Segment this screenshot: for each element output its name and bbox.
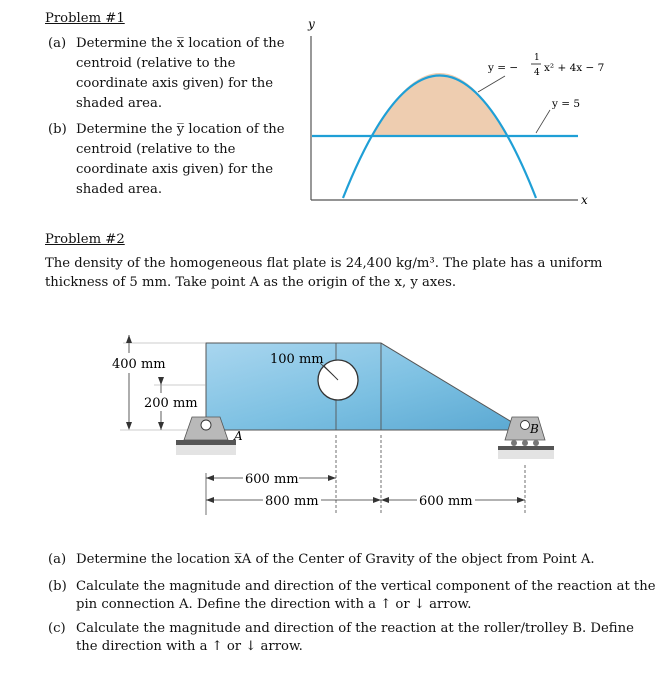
dim-600a-arrow-left [206,475,214,481]
dim-100-label: 100 mm [270,352,324,367]
problem1-part-a-line4: shaded area. [76,96,163,111]
problem1-part-b-line1: Determine the y̅ location of the [76,122,285,137]
problem1-part-a-label: (a) [48,36,67,51]
question-c-line2: the direction with a ↑ or ↓ arrow. [76,639,303,654]
flat-plate [206,343,525,430]
x-axis-label: x [581,193,588,207]
dim-200-arrow-down [158,422,164,430]
problem1-part-b-line4: shaded area. [76,182,163,197]
point-a-label: A [234,429,243,443]
line-leader-line [536,110,550,133]
dim-200-label: 200 mm [144,396,198,411]
problem1-part-b-line2: centroid (relative to the [76,142,236,157]
question-b-line2: pin connection A. Define the direction with a ↑ or ↓ arrow. [76,597,472,612]
curve-equation-suffix: x² + 4x − 7 [544,62,605,74]
line-equation: y = 5 [552,98,581,110]
problem1-part-a-line1: Determine the x̅ location of the [76,36,285,51]
dim-600a-arrow-right [328,475,336,481]
parabola-graph [300,18,630,218]
dim-600a-label: 600 mm [245,472,299,487]
problem1-part-a-line3: coordinate axis given) for the [76,76,274,91]
dim-600b-arrow-left [381,497,389,503]
dim-400-arrow-up [126,335,132,343]
question-a-label: (a) [48,552,67,567]
question-a-line1: Determine the location x̅A of the Center of Gravity of the object from Point A. [76,552,595,567]
dim-200-arrow-up [158,377,164,385]
problem2-intro-line2: thickness of 5 mm. Take point A as the origin of the x, y axes. [45,275,457,290]
dim-400-arrow-down [126,422,132,430]
question-b-line1: Calculate the magnitude and direction of the vertical component of the reaction at the [76,579,656,594]
problem2-intro-line1: The density of the homogeneous flat plate is 24,400 kg/m³. The plate has a uniform [45,256,603,271]
problem1-part-b-line3: coordinate axis given) for the [76,162,274,177]
question-c-label: (c) [48,621,66,636]
question-c-line1: Calculate the magnitude and direction of the reaction at the roller/trolley B. Define [76,621,634,636]
y-axis-label: y [308,18,315,31]
curve-equation-denominator: 4 [534,68,540,78]
curve-equation-numerator: 1 [534,53,540,63]
question-b-label: (b) [48,579,67,594]
dim-600b-label: 600 mm [419,494,473,509]
dim-600b-arrow-right [517,497,525,503]
problem2-heading: Problem #2 [45,232,125,247]
plate-figure [100,325,570,525]
curve-equation-prefix: y = − [488,62,519,74]
curve-leader-line [478,76,505,92]
dim-800-arrow-left [206,497,214,503]
point-b-label: B [530,422,539,436]
dim-400-label: 400 mm [112,357,166,372]
problem1-part-a-line2: centroid (relative to the [76,56,236,71]
dim-800-label: 800 mm [265,494,319,509]
problem1-heading: Problem #1 [45,11,125,26]
dim-800-arrow-right [373,497,381,503]
problem1-part-b-label: (b) [48,122,67,137]
